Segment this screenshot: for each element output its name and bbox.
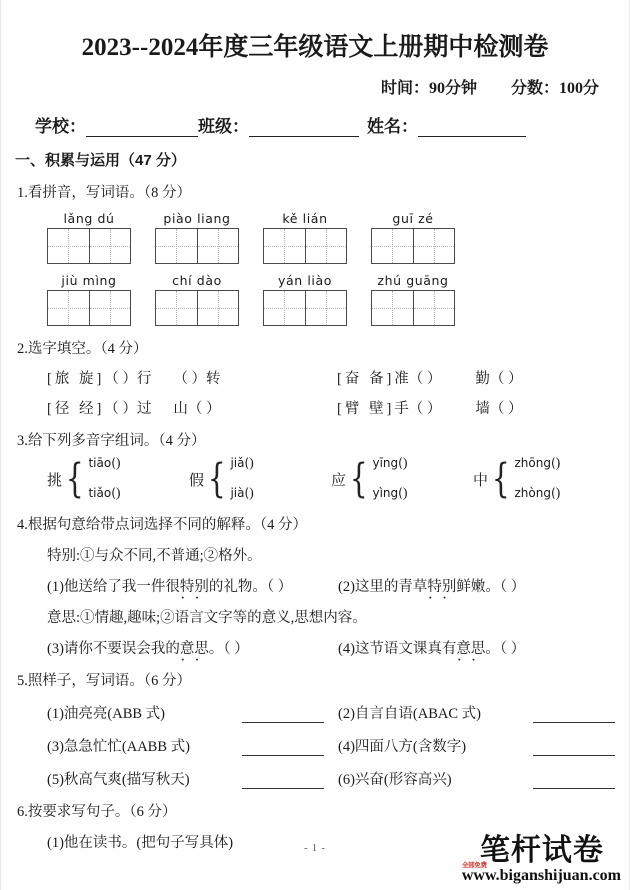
fill-col-right bbox=[337, 397, 627, 418]
fill-blank-a[interactable]: （ ）过 bbox=[104, 401, 152, 417]
question-1-heading: 1.看拼音，写词语。（8 分） bbox=[17, 185, 191, 201]
polyphone-row bbox=[1, 456, 629, 502]
fill-blank-b[interactable]: 山（ ） bbox=[173, 401, 221, 417]
polyphone-reading: zhōng( bbox=[514, 456, 556, 470]
polyphone-reading: zhòng( bbox=[514, 486, 556, 500]
emphasis-word: 特别 ·· bbox=[180, 575, 209, 596]
watermark bbox=[462, 836, 621, 884]
fill-col-right bbox=[337, 367, 627, 388]
answer-blank[interactable] bbox=[533, 708, 615, 723]
character-box[interactable] bbox=[263, 290, 347, 326]
fill-blank-b[interactable]: 墙（ ） bbox=[475, 401, 523, 417]
pinyin-cell bbox=[263, 273, 371, 288]
q4-item-3[interactable] bbox=[47, 637, 338, 658]
polyphone-reading: yīng( bbox=[372, 456, 403, 470]
pinyin-row-2 bbox=[1, 273, 629, 288]
brace-icon: { bbox=[207, 456, 226, 502]
char-options: [臂 壁] bbox=[337, 401, 395, 417]
answer-blank[interactable]: ) bbox=[115, 456, 135, 471]
char-options: [奋 备] bbox=[337, 371, 395, 387]
answer-blank[interactable] bbox=[242, 774, 324, 789]
school-label: 学校： bbox=[35, 117, 86, 136]
pinyin-text: guī zé bbox=[392, 211, 434, 226]
watermark-brand: 笔杆试卷 bbox=[479, 834, 604, 867]
answer-blank[interactable] bbox=[242, 741, 324, 756]
pinyin-cell bbox=[371, 273, 479, 288]
emphasis-word: 意思 ·· bbox=[456, 637, 485, 658]
pinyin-text: lǎng dú bbox=[63, 211, 115, 226]
item-blank: 。（ ） bbox=[485, 641, 526, 657]
item-label: (2)自言自语(ABAC 式) bbox=[338, 706, 481, 722]
fill-blank-a[interactable]: 准（ ） bbox=[394, 371, 442, 387]
pinyin-row-1 bbox=[1, 211, 629, 226]
question-6-item-1: (1)他在读书。(把句子写具体) bbox=[47, 835, 234, 851]
pinyin-cell bbox=[155, 273, 263, 288]
q4-items-row-1 bbox=[1, 575, 629, 596]
pinyin-cell bbox=[47, 211, 155, 226]
page-title: 2023--2024年度三年级语文上册期中检测卷 bbox=[81, 34, 549, 61]
fill-blank-b[interactable]: （ ）转 bbox=[173, 371, 221, 387]
q4-items-row-2 bbox=[1, 637, 629, 658]
character-box[interactable] bbox=[47, 228, 131, 264]
character-box[interactable] bbox=[155, 290, 239, 326]
brace-icon: { bbox=[65, 456, 84, 502]
item-blank: 鲜嫩。（ ） bbox=[456, 579, 526, 595]
polyphone-reading: jiǎ( bbox=[230, 456, 250, 470]
polyphone-group bbox=[189, 456, 331, 502]
polyphone-character: 假 bbox=[189, 472, 205, 489]
item-label: (4)四面八方(含数字) bbox=[338, 739, 467, 755]
pinyin-cell bbox=[155, 211, 263, 226]
time-label: 时间：90分钟 bbox=[380, 80, 477, 97]
character-grid-row-2 bbox=[1, 290, 629, 326]
write-word-row bbox=[1, 702, 629, 723]
item-label: (5)秋高气爽(描写秋天) bbox=[47, 772, 190, 788]
pinyin-cell bbox=[263, 211, 371, 226]
q4-item-2[interactable] bbox=[338, 575, 629, 596]
item-blank: 。（ ） bbox=[208, 641, 249, 657]
item-label: (3)急急忙忙(AABB 式) bbox=[47, 739, 190, 755]
brace-icon: { bbox=[349, 456, 368, 502]
q4-item-1[interactable] bbox=[47, 575, 338, 596]
pinyin-text: jiù mìng bbox=[61, 273, 117, 288]
character-box[interactable] bbox=[371, 290, 455, 326]
watermark-free-badge: 全部免费 bbox=[461, 861, 487, 869]
char-options: [旅 旋] bbox=[47, 371, 105, 387]
pinyin-text: chí dào bbox=[172, 273, 222, 288]
write-word-item bbox=[338, 735, 629, 756]
item-text: (2)这里的青草 bbox=[338, 579, 428, 595]
pinyin-text: zhú guāng bbox=[377, 273, 449, 288]
write-word-item bbox=[338, 768, 629, 789]
pinyin-text: kě lián bbox=[282, 211, 328, 226]
question-4-heading: 4.根据句意给带点词选择不同的解释。（4 分） bbox=[17, 517, 307, 533]
item-blank: 的礼物。（ ） bbox=[208, 579, 293, 595]
exam-meta-row bbox=[1, 63, 629, 98]
question-2-heading: 2.选字填空。（4 分） bbox=[17, 341, 148, 357]
question-6-heading: 6.按要求写句子。（6 分） bbox=[17, 804, 177, 820]
item-text: (4)这节语文课真有 bbox=[338, 641, 457, 657]
char-options: [径 经] bbox=[47, 401, 105, 417]
write-word-item bbox=[47, 735, 338, 756]
item-label: (6)兴奋(形容高兴) bbox=[338, 772, 452, 788]
polyphone-character: 应 bbox=[331, 472, 347, 489]
answer-blank[interactable] bbox=[533, 741, 615, 756]
character-box[interactable] bbox=[47, 290, 131, 326]
pinyin-text: piào liang bbox=[163, 211, 231, 226]
definition-2: 意思:①情趣,趣味;②语言文字等的意义,思想内容。 bbox=[47, 610, 367, 626]
fill-col-left bbox=[47, 367, 337, 388]
item-label: (1)油亮亮(ABB 式) bbox=[47, 706, 166, 722]
character-box[interactable] bbox=[371, 228, 455, 264]
answer-blank[interactable]: ) bbox=[555, 486, 575, 501]
pinyin-text: yán liào bbox=[277, 273, 332, 288]
polyphone-reading: yìng( bbox=[372, 486, 403, 500]
fill-col-left bbox=[47, 397, 337, 418]
answer-blank[interactable]: ) bbox=[402, 486, 422, 501]
pinyin-cell bbox=[47, 273, 155, 288]
polyphone-reading: jià( bbox=[230, 486, 250, 500]
section-1-heading: 一、积累与运用（47 分） bbox=[15, 152, 186, 169]
pinyin-cell bbox=[371, 211, 479, 226]
fill-row bbox=[1, 367, 629, 388]
school-blank[interactable] bbox=[86, 121, 198, 137]
question-5-heading: 5.照样子，写词语。（6 分） bbox=[17, 673, 191, 689]
answer-blank[interactable]: ) bbox=[115, 486, 135, 501]
polyphone-reading: tiāo( bbox=[88, 456, 116, 470]
polyphone-character: 挑 bbox=[47, 472, 63, 489]
emphasis-word: 意思 ·· bbox=[180, 637, 209, 658]
polyphone-group bbox=[331, 456, 473, 502]
q4-item-4[interactable] bbox=[338, 637, 629, 658]
watermark-url: www.biganshijuan.com bbox=[461, 867, 621, 884]
student-identity-row bbox=[1, 98, 629, 137]
emphasis-word: 特别 ·· bbox=[427, 575, 456, 596]
class-label: 班级： bbox=[198, 117, 249, 136]
write-word-item bbox=[47, 768, 338, 789]
item-text: (3)请你不要误会我的 bbox=[47, 641, 180, 657]
class-blank[interactable] bbox=[249, 121, 359, 137]
character-box[interactable] bbox=[263, 228, 347, 264]
answer-blank[interactable]: ) bbox=[555, 456, 575, 471]
item-text: (1)他送给了我一件很 bbox=[47, 579, 180, 595]
name-blank[interactable] bbox=[418, 121, 526, 137]
polyphone-character: 中 bbox=[473, 472, 489, 489]
page-number: - 1 - bbox=[304, 843, 326, 854]
fill-blank-b[interactable]: 勤（ ） bbox=[475, 371, 523, 387]
polyphone-group bbox=[473, 456, 615, 502]
answer-blank[interactable]: ) bbox=[249, 486, 268, 501]
answer-blank[interactable] bbox=[533, 774, 615, 789]
character-box[interactable] bbox=[155, 228, 239, 264]
fill-row bbox=[1, 397, 629, 418]
fill-blank-a[interactable]: （ ）行 bbox=[104, 371, 152, 387]
polyphone-reading: tiǎo( bbox=[88, 486, 116, 500]
write-word-row bbox=[1, 768, 629, 789]
answer-blank[interactable]: ) bbox=[402, 456, 422, 471]
name-label: 姓名： bbox=[367, 117, 418, 136]
score-label: 分数：100分 bbox=[510, 80, 599, 97]
write-word-item bbox=[338, 702, 629, 723]
brace-icon: { bbox=[491, 456, 510, 502]
polyphone-group bbox=[47, 456, 189, 502]
question-3-heading: 3.给下列多音字组词。（4 分） bbox=[17, 433, 206, 449]
character-grid-row-1 bbox=[1, 228, 629, 264]
definition-1: 特别:①与众不同,不普通;②格外。 bbox=[47, 548, 262, 564]
write-word-item bbox=[47, 702, 338, 723]
fill-blank-a[interactable]: 手（ ） bbox=[394, 401, 442, 417]
answer-blank[interactable]: ) bbox=[249, 456, 268, 471]
write-word-row bbox=[1, 735, 629, 756]
answer-blank[interactable] bbox=[242, 708, 324, 723]
